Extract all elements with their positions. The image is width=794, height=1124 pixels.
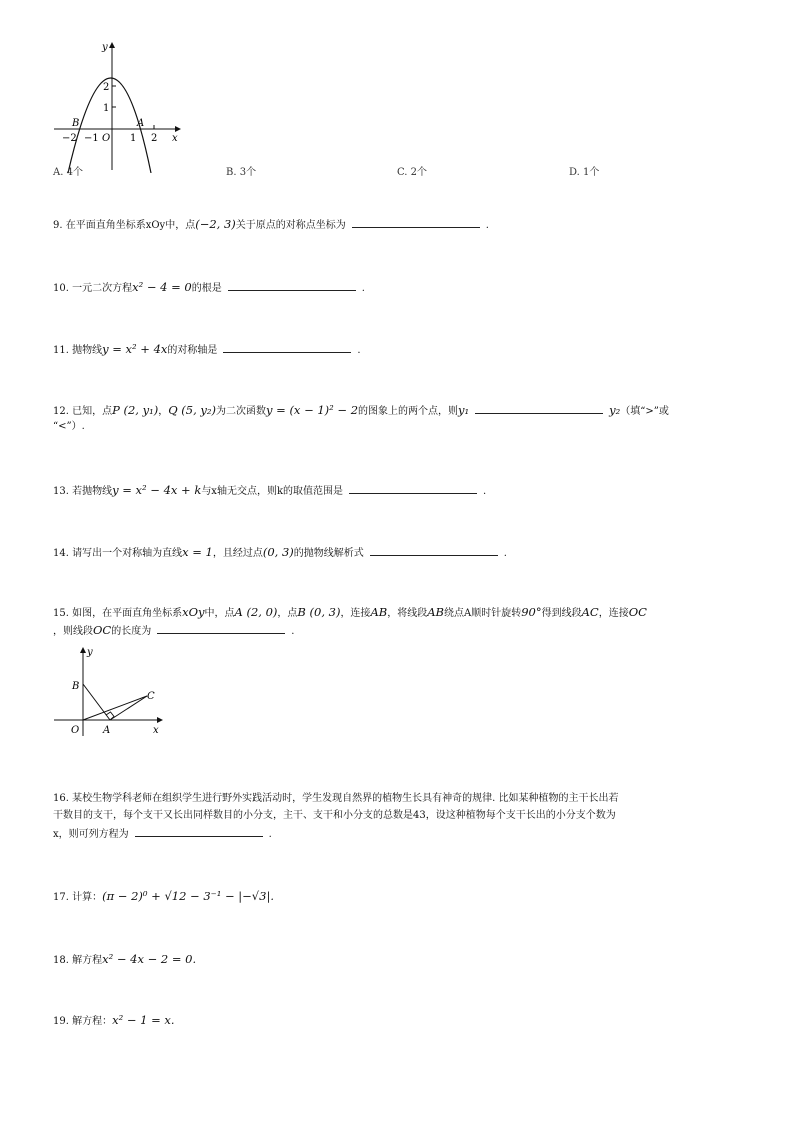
parabola-figure	[50, 38, 190, 173]
tick-label-xm1: −1	[84, 133, 99, 144]
tick-label-xm2: −2	[62, 133, 77, 144]
point-b-label: B	[72, 118, 80, 129]
question-9: 9. 在平面直角坐标系xOy中，点(−2, 3)关于原点的对称点坐标为 .	[53, 217, 489, 231]
option-c: C. 2个	[397, 167, 428, 178]
question-17: 17. 计算：(π − 2)⁰ + √12 − 3⁻¹ − |−√3|.	[53, 889, 274, 903]
x-axis-label: x	[153, 725, 159, 736]
answer-blank[interactable]	[370, 545, 498, 556]
point-a-label: A	[137, 118, 145, 129]
answer-blank[interactable]	[349, 483, 477, 494]
question-16: 16. 某校生物学科老师在组织学生进行野外实践活动时，学生发现自然界的植物生长具有神奇的规律. 比如某种植物的主干长出若	[53, 793, 619, 804]
answer-blank[interactable]	[228, 280, 356, 291]
question-18: 18. 解方程x² − 4x − 2 = 0.	[53, 952, 197, 966]
question-15-line2: ，则线段OC的长度为 .	[53, 623, 295, 637]
point-c-label: C	[147, 691, 155, 702]
option-a: A. 4个	[53, 167, 83, 178]
option-b: B. 3个	[226, 167, 257, 178]
origin-label: O	[102, 133, 111, 144]
answer-blank[interactable]	[475, 403, 603, 414]
origin-label: O	[71, 725, 80, 736]
rotation-figure	[52, 644, 172, 739]
question-14: 14. 请写出一个对称轴为直线x = 1，且经过点(0, 3)的抛物线解析式 .	[53, 545, 507, 559]
tick-label-y2: 2	[103, 82, 110, 93]
answer-blank[interactable]	[157, 623, 285, 634]
answer-blank[interactable]	[223, 342, 351, 353]
question-12: 12. 已知，点P (2, y₁)，Q (5, y₂)为二次函数y = (x − 1)² − 2的图象上的两个点，则y₁ y₂（填“>”或	[53, 403, 669, 417]
question-10: 10. 一元二次方程x² − 4 = 0的根是 .	[53, 280, 365, 294]
question-11: 11. 抛物线y = x² + 4x的对称轴是 .	[53, 342, 361, 356]
point-b-label: B	[72, 681, 80, 692]
point-a-label: A	[103, 725, 111, 736]
x-axis-label: x	[172, 133, 178, 144]
answer-blank[interactable]	[135, 826, 263, 837]
question-16-line3: x，则可列方程为 .	[53, 826, 743, 844]
option-d: D. 1个	[569, 167, 600, 178]
question-12-line2: “<”）.	[53, 421, 85, 432]
question-19: 19. 解方程：x² − 1 = x.	[53, 1013, 175, 1027]
tick-label-x2: 2	[151, 133, 158, 144]
question-15: 15. 如图，在平面直角坐标系xOy中，点A (2, 0)，点B (0, 3)，连接AB，将线段AB绕点A顺时针旋转90°得到线段AC，连接OC	[53, 605, 647, 619]
question-13: 13. 若抛物线y = x² − 4x + k与x轴无交点，则k的取值范围是 .	[53, 483, 487, 497]
question-16-line2: 干数目的支干，每个支干又长出同样数目的小分支，主干、支干和小分支的总数是43，设这种植物每个支干长出的小分支个数为	[53, 810, 616, 821]
tick-label-y1: 1	[103, 103, 110, 114]
y-axis-label: y	[87, 647, 93, 658]
tick-label-x1: 1	[130, 133, 137, 144]
y-axis-label: y	[102, 42, 108, 53]
answer-blank[interactable]	[352, 217, 480, 228]
